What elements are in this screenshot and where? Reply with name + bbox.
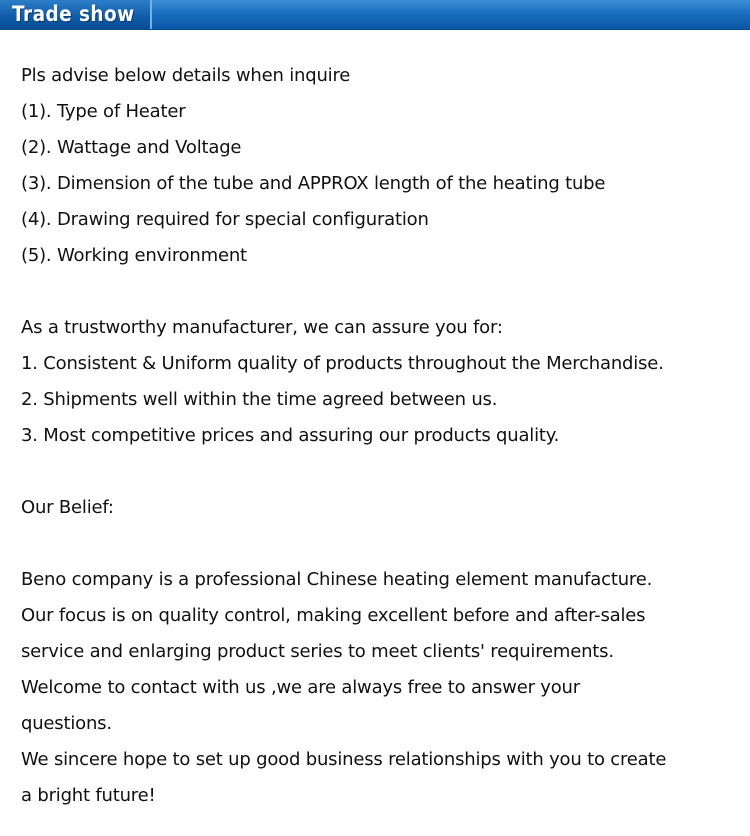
spacer bbox=[21, 274, 731, 310]
banner-title: Trade show bbox=[12, 2, 135, 26]
belief-line: Our focus is on quality control, making excellent before and after-sales bbox=[21, 605, 646, 626]
belief-line: a bright future! bbox=[21, 785, 156, 806]
inquiry-item: (1). Type of Heater bbox=[21, 101, 186, 122]
belief-heading: Our Belief: bbox=[21, 497, 114, 518]
inquiry-item: (2). Wattage and Voltage bbox=[21, 137, 242, 158]
belief-line: We sincere hope to set up good business relationships with you to create bbox=[21, 749, 667, 770]
assurance-intro: As a trustworthy manufacturer, we can assure you for: bbox=[21, 317, 503, 338]
page-content bbox=[21, 58, 731, 814]
spacer bbox=[21, 526, 731, 562]
section-banner bbox=[0, 0, 750, 30]
inquiry-intro: Pls advise below details when inquire bbox=[21, 65, 351, 86]
belief-line: Beno company is a professional Chinese heating element manufacture. bbox=[21, 569, 653, 590]
spacer bbox=[21, 454, 731, 490]
assurance-item: 3. Most competitive prices and assuring our products quality. bbox=[21, 425, 560, 446]
assurance-item: 2. Shipments well within the time agreed between us. bbox=[21, 389, 498, 410]
inquiry-item: (3). Dimension of the tube and APPROX length of the heating tube bbox=[21, 173, 606, 194]
belief-line: Welcome to contact with us ,we are always free to answer your bbox=[21, 677, 580, 698]
belief-line: questions. bbox=[21, 713, 112, 734]
inquiry-item: (5). Working environment bbox=[21, 245, 247, 266]
belief-line: service and enlarging product series to meet clients' requirements. bbox=[21, 641, 614, 662]
assurance-item: 1. Consistent & Uniform quality of products throughout the Merchandise. bbox=[21, 353, 664, 374]
inquiry-item: (4). Drawing required for special configuration bbox=[21, 209, 429, 230]
banner-tab bbox=[0, 0, 152, 29]
